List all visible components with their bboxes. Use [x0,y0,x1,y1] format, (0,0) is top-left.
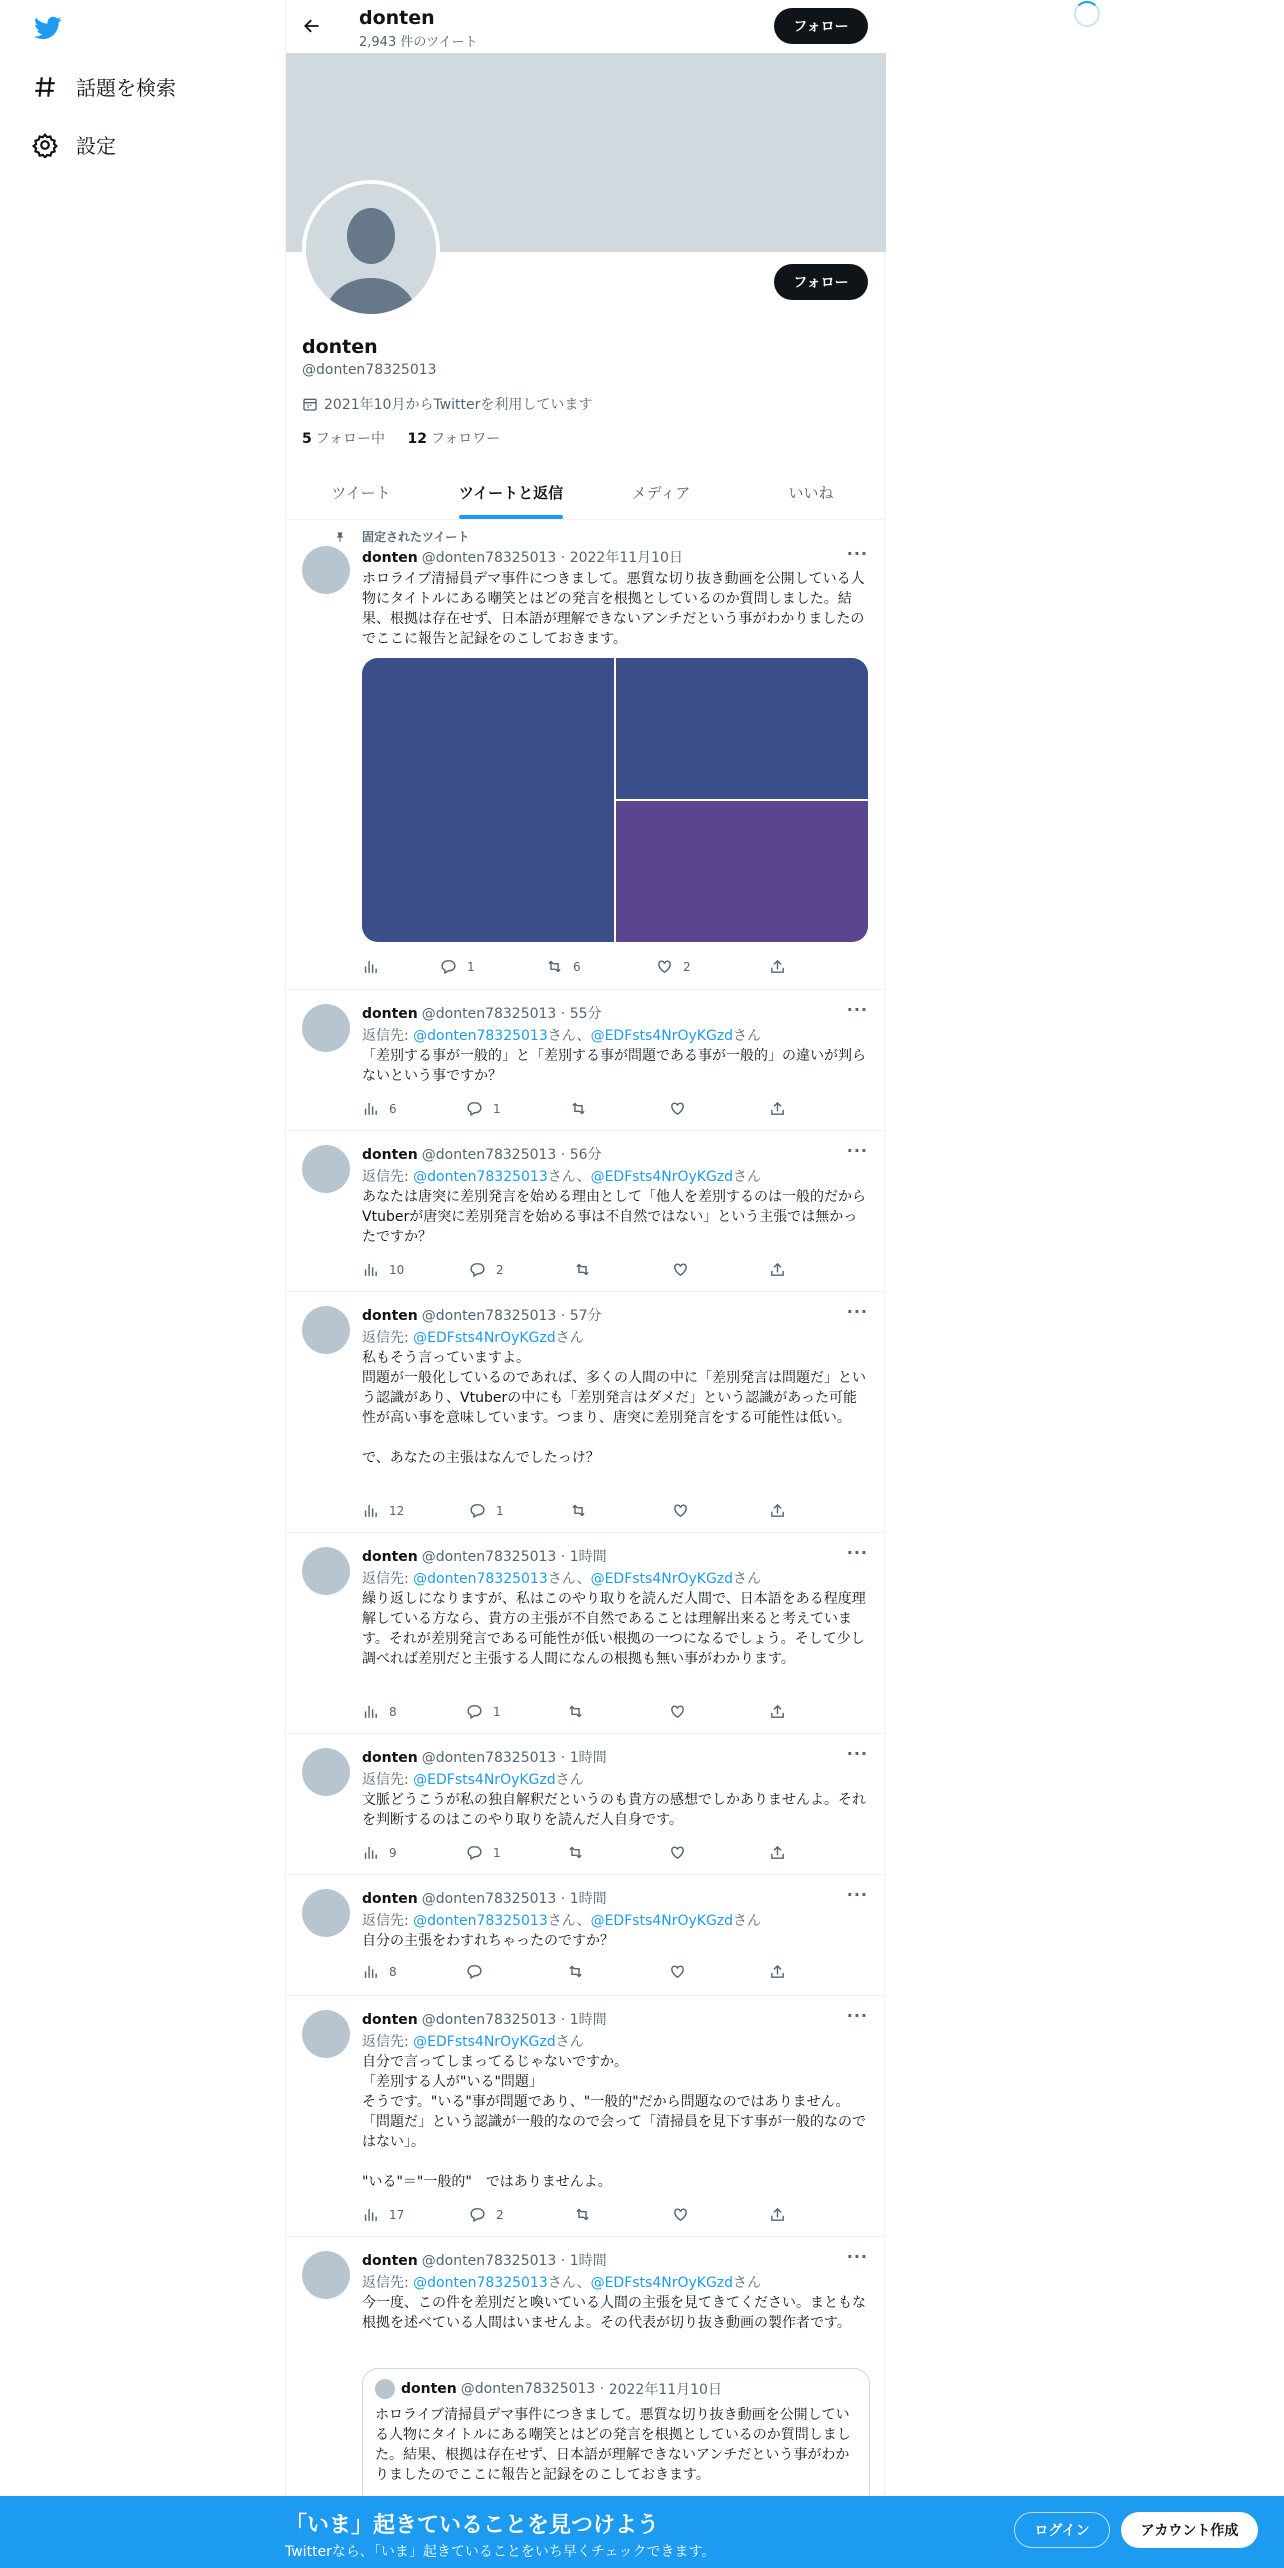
reply-to-line: 返信先: @donten78325013さん、@EDFsts4NrOyKGzdさん [362,1028,762,1044]
mention-link[interactable]: @donten78325013 [413,1169,548,1185]
reply-to-line: 返信先: @donten78325013さん、@EDFsts4NrOyKGzdさん [362,1169,762,1185]
author-handle[interactable]: @donten78325013 [421,2253,557,2269]
author-name[interactable]: donten [362,550,418,566]
tweet-actions [362,958,792,978]
heart-icon [669,1100,686,1117]
heart-icon [672,1261,689,1278]
views-count: 9 [389,1845,397,1860]
reply-button[interactable] [440,958,475,975]
mention-link[interactable]: @donten78325013 [413,1571,548,1587]
following-count: 5 [302,431,312,447]
retweet-icon [567,1844,584,1861]
tweet-text: 「差別する事が一般的」と「差別する事が問題である事が一般的」の違いが判らないという事ですか？ [362,1048,866,1084]
sidebar-item-label: 設定 [76,134,116,158]
reply-icon [469,1502,486,1519]
tweet-time[interactable]: 1時間 [569,2253,607,2269]
reply-to-line: 返信先: @EDFsts4NrOyKGzdさん [362,1772,584,1788]
reply-button[interactable] [466,1844,501,1861]
tweet-time[interactable]: 1時間 [569,1549,607,1565]
reply-icon [466,1844,483,1861]
gear-icon [32,132,58,158]
more-options-icon[interactable]: ··· [846,1543,868,1562]
back-arrow-icon[interactable] [302,16,322,36]
reply-to-line: 返信先: @EDFsts4NrOyKGzdさん [362,1330,584,1346]
tab-tweets-and-replies[interactable]: ツイートと返信 [436,465,586,519]
tweet-actions [362,1703,792,1723]
retweet-button[interactable] [570,1502,597,1519]
tweet-item[interactable] [286,1996,886,2237]
sidebar-item-explore[interactable] [32,72,176,101]
analytics-icon [362,1261,379,1278]
login-button[interactable]: ログイン [1014,2512,1110,2548]
author-name[interactable]: donten [362,1147,418,1163]
more-options-icon[interactable]: ··· [846,1744,868,1763]
followers-count: 12 [407,431,427,447]
share-icon [769,1502,786,1519]
avatar[interactable] [302,2251,350,2299]
share-button[interactable] [769,1844,796,1861]
media-image-1[interactable] [362,658,614,942]
reply-button[interactable] [466,1100,501,1117]
tweet-header: donten @donten78325013 · 56分 [362,1147,602,1163]
retweet-button[interactable] [567,1963,594,1980]
avatar[interactable] [302,1004,350,1052]
share-icon [769,958,786,975]
share-icon [769,1844,786,1861]
tweet-item[interactable] [286,1292,886,1533]
tweet-item[interactable] [286,1131,886,1292]
heart-icon [669,1703,686,1720]
author-handle[interactable]: @donten78325013 [421,1147,557,1163]
share-button[interactable] [769,958,796,975]
like-count: 2 [683,959,691,974]
following-link[interactable] [302,431,385,447]
profile-follow-button[interactable]: フォロー [774,264,868,300]
views-button[interactable] [362,1100,397,1117]
tweet-time[interactable]: 55分 [569,1006,602,1022]
tweet-time[interactable]: 1時間 [569,1750,607,1766]
media-image-2[interactable] [616,658,868,799]
main-column [285,0,885,2568]
views-count: 10 [389,1262,405,1277]
share-button[interactable] [769,1963,796,1980]
reply-prefix: 返信先: [362,1571,414,1587]
reply-button[interactable] [469,1261,504,1278]
sidebar-item-label: 話題を検索 [76,76,176,100]
tweet-header: donten @donten78325013 · 1時間 [362,2253,607,2269]
share-button[interactable] [769,1100,796,1117]
author-name[interactable]: donten [362,1891,418,1907]
following-label: フォロー中 [315,431,386,447]
pinned-label [334,528,469,545]
author-name[interactable]: donten [362,1549,418,1565]
profile-name: donten [302,336,378,358]
quote-text: ホロライブ清掃員デマ事件につきまして。悪質な切り抜き動画を公開している人物にタイトルにある嘲笑とはどの発言を根拠としているのか質問しました。結果、根拠は存在せず、日本語が理解できないアンチだという事がわかりましたのでここに報告と記録をのこしておきます。 [375,2407,851,2483]
views-count: 12 [389,1503,405,1518]
retweet-button[interactable] [567,1844,594,1861]
like-button[interactable] [672,1502,699,1519]
views-button[interactable] [362,1844,397,1861]
banner-subtitle: Twitterなら、「いま」起きていることをいち早くチェックできます。 [285,2544,716,2560]
like-button[interactable] [669,1100,696,1117]
tweet-actions [362,1844,792,1864]
share-button[interactable] [769,2206,796,2223]
analytics-icon [362,1100,379,1117]
reply-to-line: 返信先: @donten78325013さん、@EDFsts4NrOyKGzdさん [362,1913,762,1929]
tweet-text: 私もそう言っていますよ。 問題が一般化しているのであれば、多くの人間の中に「差別発言は問題だ」という認識があり、Vtuberの中にも「差別発言はダメだ」という認識があった可能性が高い事を意味しています。つまり、唐突に差別発言をする可能性は低い。 で、あなたの主張はなんでしたっけ？ [362,1350,866,1466]
reply-button[interactable] [466,1963,493,1980]
reply-prefix: 返信先: [362,1169,414,1185]
more-options-icon[interactable]: ··· [846,544,868,563]
author-handle[interactable]: @donten78325013 [421,1006,557,1022]
more-options-icon[interactable]: ··· [846,1885,868,1904]
retweet-button[interactable] [570,1100,597,1117]
views-button[interactable] [362,958,389,975]
quote-author-name: donten [401,2381,457,2397]
tweet-header: donten @donten78325013 · 1時間 [362,1891,607,1907]
reply-prefix: 返信先: [362,1028,414,1044]
quote-author-handle: @donten78325013 [460,2381,596,2397]
tweet-text: ホロライブ清掃員デマ事件につきまして。悪質な切り抜き動画を公開している人物にタイトルにある嘲笑とはどの発言を根拠としているのか質問しました。結果、根拠は存在せず、日本語が理解できないアンチだという事がわかりましたのでここに報告と記録をのこしておきます。 [362,571,865,647]
reply-prefix: 返信先: [362,2275,414,2291]
quote-time: 2022年11月10日 [608,2382,722,2398]
pinned-text: 固定されたツイート [362,530,470,544]
followers-label: フォロワー [431,431,501,447]
tweet-media-grid [362,658,868,942]
tweet-text: 繰り返しになりますが、私はこのやり取りを読んだ人間で、日本語をある程度理解している方なら、貴方の主張が不自然であることは理解出来ると考えています。それが差別発言である可能性が低い根拠の一つになるでしょう。そして少し調べれば差別だと主張する人間になんの根拠も無い事がわかります。 [362,1591,866,1667]
analytics-icon [362,1502,379,1519]
default-avatar-icon [306,184,436,314]
retweet-button[interactable] [574,1261,601,1278]
share-button[interactable] [769,1502,796,1519]
heart-icon [669,1844,686,1861]
views-button[interactable] [362,1963,397,1980]
avatar[interactable] [302,1547,350,1595]
tweet-item[interactable] [286,1875,886,1996]
profile-header-bar [286,0,886,53]
tweet-header: donten @donten78325013 · 1時間 [362,1549,607,1565]
reply-count: 1 [467,959,475,974]
heart-icon [672,1502,689,1519]
analytics-icon [362,958,379,975]
mention-link[interactable]: @EDFsts4NrOyKGzd [590,1028,734,1044]
author-handle[interactable]: @donten78325013 [421,1891,557,1907]
more-options-icon[interactable]: ··· [846,2006,868,2025]
tweet-header: donten @donten78325013 · 1時間 [362,1750,607,1766]
header-name: donten [359,7,435,29]
tweet-header: donten @donten78325013 · 1時間 [362,2012,607,2028]
sidebar-item-settings[interactable] [32,130,116,159]
tweet-item[interactable] [286,520,886,990]
reply-icon [466,1100,483,1117]
reply-count: 1 [493,1704,501,1719]
reply-count: 2 [496,1262,504,1277]
reply-to-line: 返信先: @donten78325013さん、@EDFsts4NrOyKGzdさん [362,1571,762,1587]
mention-link[interactable]: @donten78325013 [413,1913,548,1929]
retweet-icon [567,1963,584,1980]
reply-button[interactable] [469,2206,504,2223]
avatar[interactable] [302,1306,350,1354]
more-options-icon[interactable]: ··· [846,1141,868,1160]
reply-prefix: 返信先: [362,1772,414,1788]
share-icon [769,1963,786,1980]
loading-spinner-icon [1074,1,1100,27]
author-name[interactable]: donten [362,1750,418,1766]
author-name[interactable]: donten [362,2253,418,2269]
tweet-text: 自分で言ってしまってるじゃないですか。 「差別する人が"いる"問題」 そうです。"いる"事が問題であり、"一般的"だから問題なのではありません。「問題だ」という認識が一般的なので会って「清掃員を見下す事が一般的なのではない」。 "いる"＝"一般的" ではありませんよ。 [362,2054,866,2190]
header-tweet-count: 2,943 件のツイート [359,35,478,50]
author-handle[interactable]: @donten78325013 [421,1750,557,1766]
heart-icon [656,958,673,975]
reply-icon [466,1963,483,1980]
tab-likes[interactable]: いいね [788,483,834,502]
avatar[interactable] [302,1889,350,1937]
mention-link[interactable]: @EDFsts4NrOyKGzd [590,1913,734,1929]
like-button[interactable] [656,958,691,975]
author-handle[interactable]: @donten78325013 [421,1549,557,1565]
reply-button[interactable] [469,1502,504,1519]
avatar[interactable] [302,1145,350,1193]
views-count: 8 [389,1964,397,1979]
reply-prefix: 返信先: [362,1913,414,1929]
profile-follow-stats [302,428,500,448]
quote-avatar [375,2379,395,2399]
mention-link[interactable]: @EDFsts4NrOyKGzd [590,1571,734,1587]
hashtag-icon [32,74,58,100]
mention-link[interactable]: @EDFsts4NrOyKGzd [590,2275,734,2291]
tweet-time[interactable]: 1時間 [569,2012,607,2028]
calendar-icon [302,396,318,412]
views-count: 17 [389,2207,405,2222]
views-button[interactable] [362,1703,397,1720]
tweet-actions [362,1100,792,1120]
retweet-button[interactable] [567,1703,594,1720]
tweet-header: donten @donten78325013 · 55分 [362,1006,602,1022]
tweet-text: 今一度、この件を差別だと喚いている人間の主張を見てきてください。まともな根拠を述べている人間はいませんよ。その代表が切り抜き動画の製作者です。 [362,2295,866,2331]
reply-count: 1 [496,1503,504,1518]
tweet-time[interactable]: 1時間 [569,1891,607,1907]
author-handle[interactable]: @donten78325013 [421,2012,557,2028]
like-button[interactable] [669,1844,696,1861]
tweet-time[interactable]: 2022年11月10日 [569,550,683,566]
mention-link[interactable]: @EDFsts4NrOyKGzd [413,1772,556,1788]
signup-banner [0,2496,1284,2568]
tweet-item[interactable] [286,1734,886,1875]
tweet-actions [362,1502,792,1522]
tweet-actions [362,1963,792,1983]
author-handle[interactable]: @donten78325013 [421,550,557,566]
retweet-icon [570,1502,587,1519]
author-handle[interactable]: @donten78325013 [421,1308,557,1324]
reply-icon [440,958,457,975]
reply-to-line: 返信先: @EDFsts4NrOyKGzdさん [362,2034,584,2050]
views-button[interactable] [362,1502,404,1519]
retweet-icon [567,1703,584,1720]
profile-avatar[interactable] [302,180,440,318]
mention-link[interactable]: @EDFsts4NrOyKGzd [413,1330,556,1346]
views-count: 8 [389,1704,397,1719]
retweet-count: 6 [573,959,581,974]
tweet-text: 自分の主張をわすれちゃったのですか？ [362,1933,614,1949]
more-options-icon[interactable]: ··· [846,2247,868,2266]
tweet-header: donten @donten78325013 · 57分 [362,1308,602,1324]
tab-tweets[interactable]: ツイート [331,483,391,502]
analytics-icon [362,1844,379,1861]
like-button[interactable] [669,1703,696,1720]
mention-link[interactable]: @donten78325013 [413,2275,548,2291]
quoted-tweet[interactable] [362,2368,870,2508]
reply-count: 1 [493,1845,501,1860]
views-button[interactable] [362,1261,404,1278]
tweet-header: donten @donten78325013 · 2022年11月10日 [362,550,683,566]
followers-link[interactable] [408,431,501,447]
author-name[interactable]: donten [362,2012,418,2028]
share-button[interactable] [769,1261,796,1278]
reply-prefix: 返信先: [362,1330,414,1346]
analytics-icon [362,1963,379,1980]
tweet-item[interactable] [286,1533,886,1734]
tweet-time[interactable]: 57分 [569,1308,602,1324]
analytics-icon [362,1703,379,1720]
reply-prefix: 返信先: [362,2034,414,2050]
heart-icon [672,2206,689,2223]
signup-button[interactable]: アカウント作成 [1121,2512,1258,2548]
quote-header: donten @donten78325013 · 2022年11月10日 [375,2379,857,2399]
mention-link[interactable]: @EDFsts4NrOyKGzd [413,2034,556,2050]
profile-handle: @donten78325013 [302,362,437,378]
avatar[interactable] [302,546,350,594]
twitter-logo-icon[interactable] [32,14,64,42]
retweet-button[interactable] [574,2206,601,2223]
mention-link[interactable]: @EDFsts4NrOyKGzd [590,1169,734,1185]
views-button[interactable] [362,2206,404,2223]
tweet-text: あなたは唐突に差別発言を始める理由として「他人を差別するのは一般的だからVtuberが唐突に差別発言を始める事は不自然ではない」という主張では無かったですか？ [362,1189,866,1245]
tweet-time[interactable]: 56分 [569,1147,602,1163]
more-options-icon[interactable]: ··· [846,1302,868,1321]
like-button[interactable] [672,2206,699,2223]
like-button[interactable] [669,1963,696,1980]
media-image-3[interactable] [616,801,868,942]
retweet-icon [574,1261,591,1278]
mention-link[interactable]: @donten78325013 [413,1028,548,1044]
share-icon [769,1703,786,1720]
joined-text: 2021年10月からTwitterを利用しています [324,397,593,413]
tweet-actions [362,2206,792,2226]
more-options-icon[interactable]: ··· [846,1000,868,1019]
reply-icon [469,1261,486,1278]
retweet-button[interactable] [546,958,581,975]
reply-icon [466,1703,483,1720]
tab-media[interactable]: メディア [631,483,691,502]
author-name[interactable]: donten [362,1308,418,1324]
author-name[interactable]: donten [362,1006,418,1022]
reply-count: 2 [496,2207,504,2222]
share-icon [769,1100,786,1117]
share-button[interactable] [769,1703,796,1720]
views-count: 6 [389,1101,397,1116]
profile-joined [302,394,592,414]
retweet-icon [574,2206,591,2223]
reply-button[interactable] [466,1703,501,1720]
tweet-text: 文脈どうこうが私の独自解釈だというのも貴方の感想でしかありませんよ。それを判断するのはこのやり取りを読んだ人自身です。 [362,1792,866,1828]
like-button[interactable] [672,1261,699,1278]
retweet-icon [546,958,563,975]
heart-icon [669,1963,686,1980]
share-icon [769,2206,786,2223]
reply-count: 1 [493,1101,501,1116]
share-icon [769,1261,786,1278]
banner-title: 「いま」起きていることを見つけよう [285,2513,660,2538]
reply-to-line: 返信先: @donten78325013さん、@EDFsts4NrOyKGzdさん [362,2275,762,2291]
analytics-icon [362,2206,379,2223]
tweet-item[interactable] [286,990,886,1131]
retweet-icon [570,1100,587,1117]
avatar[interactable] [302,2010,350,2058]
tweet-actions [362,1261,792,1281]
reply-icon [469,2206,486,2223]
pin-icon [334,531,346,543]
profile-tabs [286,465,886,520]
avatar[interactable] [302,1748,350,1796]
header-follow-button[interactable]: フォロー [774,8,868,44]
